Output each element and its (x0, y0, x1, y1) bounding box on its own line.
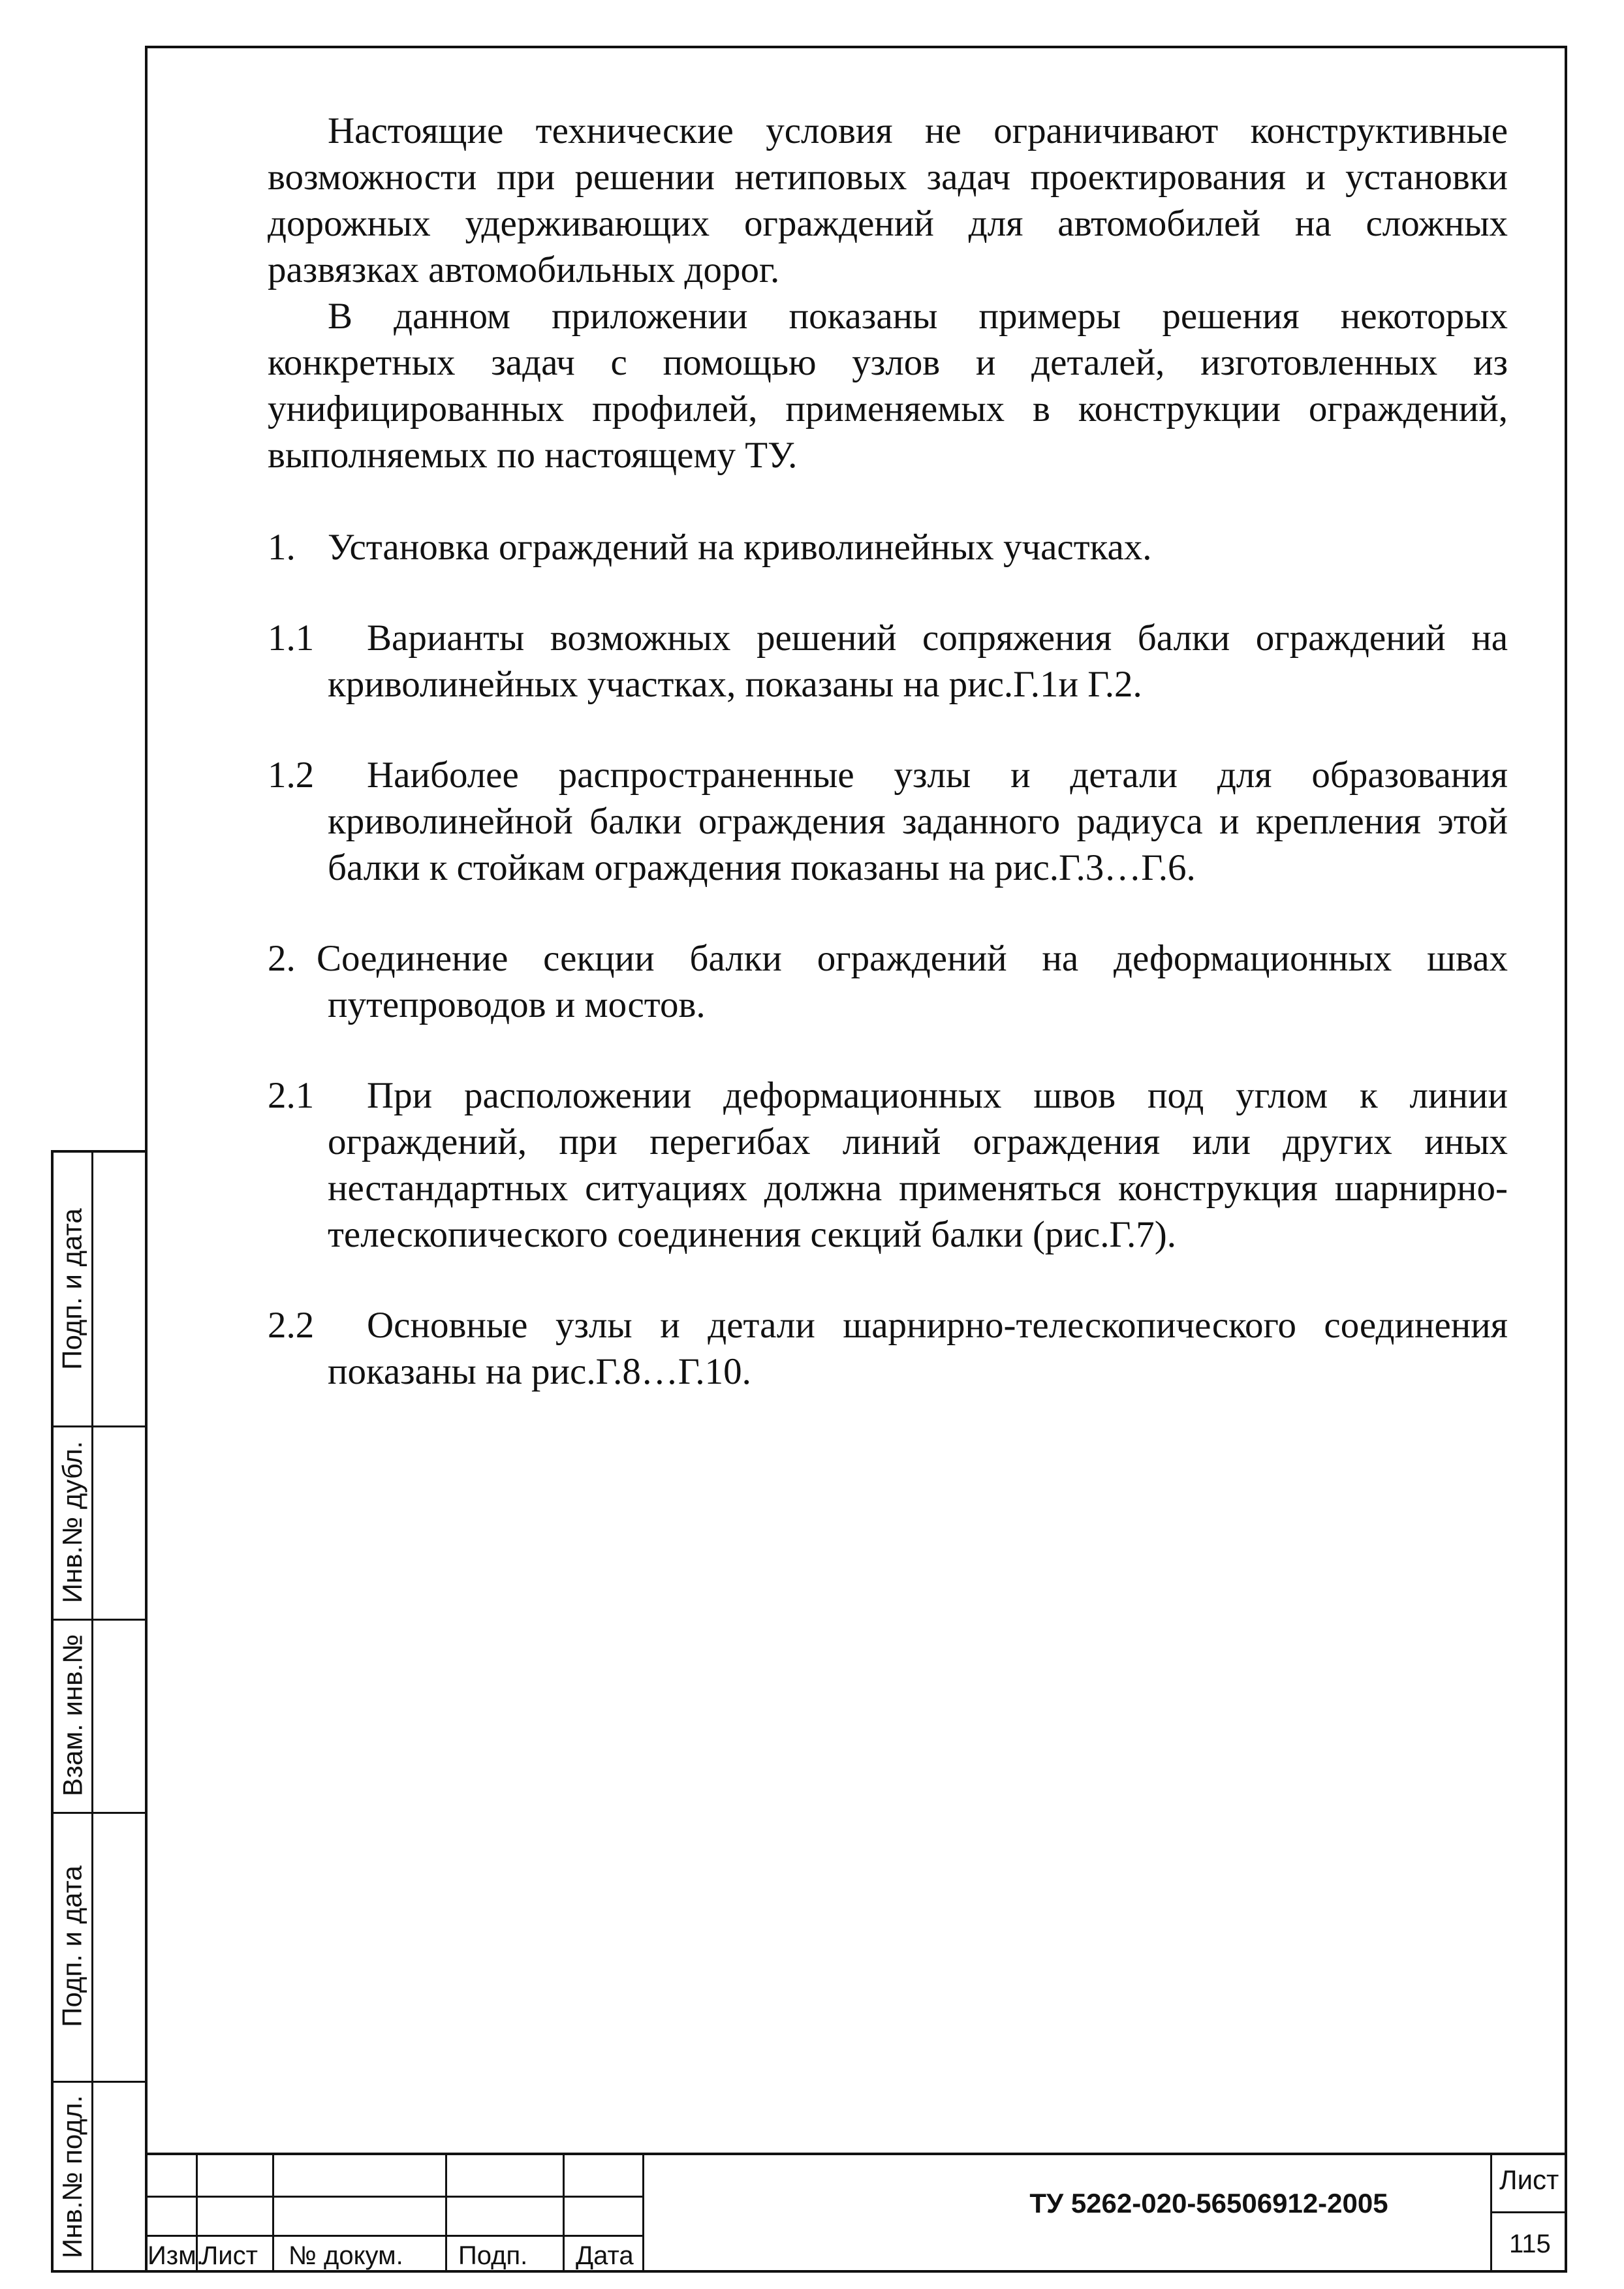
list-item (268, 1302, 1508, 1395)
item-text: Соединение секции балки ограждений на деформационных швах путепроводов и мостов. (317, 938, 1508, 1025)
sheet-label: Лист (1499, 2164, 1559, 2195)
item-text: При расположении деформационных швов под углом к линии ограждений, при перегибах линий ограждения или других иных нестандартных ситуациях должна применяться конструкция шарнирно-телескопического соединения секций балки (рис.Г.7). (328, 1075, 1508, 1255)
side-label-signature-date: Подп. и дата (57, 1208, 87, 1370)
document-body (268, 108, 1508, 1395)
title-block-line (145, 2235, 642, 2237)
appendix-paragraph: В данном приложении показаны примеры решения некоторых конкретных задач с помощью узлов и деталей, изготовленных из унифицированных профилей, применяемых в конструкции ограждений, выполняемых по настоящему ТУ. (268, 296, 1508, 476)
title-block-line (642, 2155, 644, 2273)
side-stamp-divider (91, 1153, 93, 2270)
item-text: Установка ограждений на криволинейных участках. (328, 527, 1152, 568)
item-number: 1.2 (268, 755, 315, 796)
list-item (268, 615, 1508, 708)
title-block (145, 2153, 1567, 2273)
column-header-change: Изм. (148, 2241, 204, 2270)
item-text: Основные узлы и детали шарнирно-телескопического соединения показаны на рис.Г.8…Г.10. (328, 1305, 1508, 1392)
item-number: 2. (268, 938, 296, 979)
column-header-date: Дата (576, 2241, 634, 2270)
title-block-line (445, 2155, 447, 2273)
title-block-line (145, 2196, 642, 2198)
side-label-replacement-inventory: Взам. инв.№ (57, 1634, 88, 1797)
list-item (268, 752, 1508, 891)
column-header-signature: Подп. (458, 2241, 528, 2270)
list-item (268, 524, 1508, 570)
sheet-number: 115 (1509, 2230, 1551, 2258)
document-code: ТУ 5262-020-56506912-2005 (1029, 2188, 1388, 2219)
side-stamp (51, 1150, 145, 2273)
item-number: 2.1 (268, 1075, 315, 1116)
side-label-duplicate-inventory: Инв.№ дубл. (57, 1440, 88, 1604)
side-label-signature-date-2: Подп. и дата (57, 1865, 87, 2027)
title-block-line (1490, 2155, 1492, 2273)
column-header-sheet: Лист (201, 2241, 258, 2270)
title-block-line (1490, 2211, 1567, 2213)
item-text: Варианты возможных решений сопряжения балки ограждений на криволинейных участках, показаны на рис.Г.1и Г.2. (328, 617, 1508, 705)
item-number: 2.2 (268, 1305, 315, 1346)
list-item (268, 1072, 1508, 1258)
title-block-line (563, 2155, 565, 2273)
item-number: 1.1 (268, 617, 315, 659)
item-number: 1. (268, 527, 296, 568)
column-header-document-number: № докум. (289, 2241, 403, 2270)
title-block-line (272, 2155, 274, 2273)
intro-paragraph: Настоящие технические условия не ограничивают конструктивные возможности при решении нетиповых задач проектирования и установки дорожных удерживающих ограждений для автомобилей на сложных развязках автомобильных дорог. (268, 110, 1508, 290)
item-text: Наиболее распространенные узлы и детали для образования криволинейной балки ограждения заданного радиуса и крепления этой балки к стойкам ограждения показаны на рис.Г.3…Г.6. (328, 755, 1508, 888)
side-label-original-inventory: Инв.№ подл. (57, 2095, 88, 2258)
list-item (268, 935, 1508, 1028)
